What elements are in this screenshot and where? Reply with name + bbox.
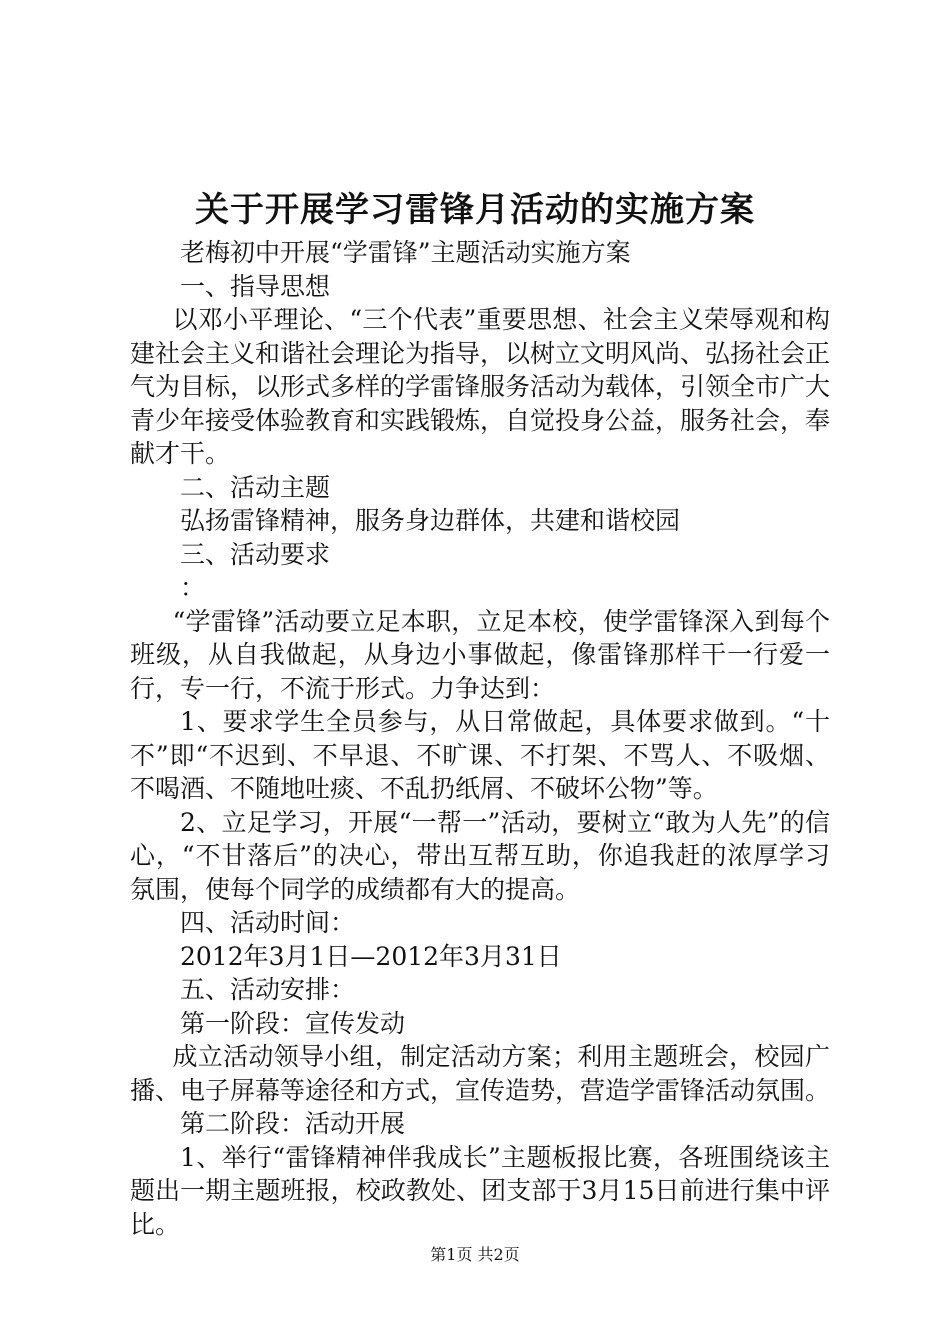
paragraph: ： [180,573,206,602]
section-heading: 四、活动时间： [180,908,356,937]
document-body [130,236,830,1241]
paragraph: 1、举行“雷锋精神伴我成长”主题板报比赛，各班围绕该主题出一期主题班报，校政教处、团支部于3月15日前进行集中评比。 [130,1142,830,1239]
paragraph: 以邓小平理论、“三个代表”重要思想、社会主义荣辱观和构建社会主义和谐社会理论为指导，以树立文明风尚、弘扬社会正气为目标，以形式多样的学雷锋服务活动为载体，引领全市广大青少年接受体验教育和实践锻炼，自觉投身公益，服务社会，奉献才干。 [130,305,831,468]
section-heading: 二、活动主题 [180,472,331,502]
paragraph: “学雷锋”活动要立足本职，立足本校，使学雷锋深入到每个班级，从自我做起，从身边小事做起，像雷锋那样干一行爱一行，专一行，不流于形式。力争达到： [130,606,830,703]
paragraph: 2012年3月1日—2012年3月31日 [180,941,562,971]
stage-heading: 第一阶段：宣传发动 [180,1008,406,1038]
paragraph: 1、要求学生全员参与，从日常做起，具体要求做到。“十不”即“不迟到、不早退、不旷课、不打架、不骂人、不吸烟、不喝酒、不随地吐痰、不乱扔纸屑、不破坏公物”等。 [130,707,830,803]
paragraph: 弘扬雷锋精神，服务身边群体，共建和谐校园 [180,506,681,535]
subtitle-line: 老梅初中开展“学雷锋”主题活动实施方案 [180,238,631,267]
section-heading: 三、活动要求 [180,539,331,569]
page-number-footer: 第1页 共2页 [430,1245,520,1264]
stage-heading: 第二阶段：活动开展 [180,1109,406,1138]
paragraph: 成立活动领导小组，制定活动方案；利用主题班会，校园广播、电子屏幕等途径和方式，宣传造势，营造学雷锋活动氛围。 [130,1042,831,1105]
section-heading: 五、活动安排： [180,975,356,1004]
document-title: 关于开展学习雷锋月活动的实施方案 [195,190,755,230]
section-heading: 一、指导思想 [180,271,331,301]
paragraph: 2、立足学习，开展“一帮一”活动，要树立“敢为人先”的信心，“不甘落后”的决心，带出互帮互助，你追我赶的浓厚学习氛围，使每个同学的成绩都有大的提高。 [130,807,830,904]
